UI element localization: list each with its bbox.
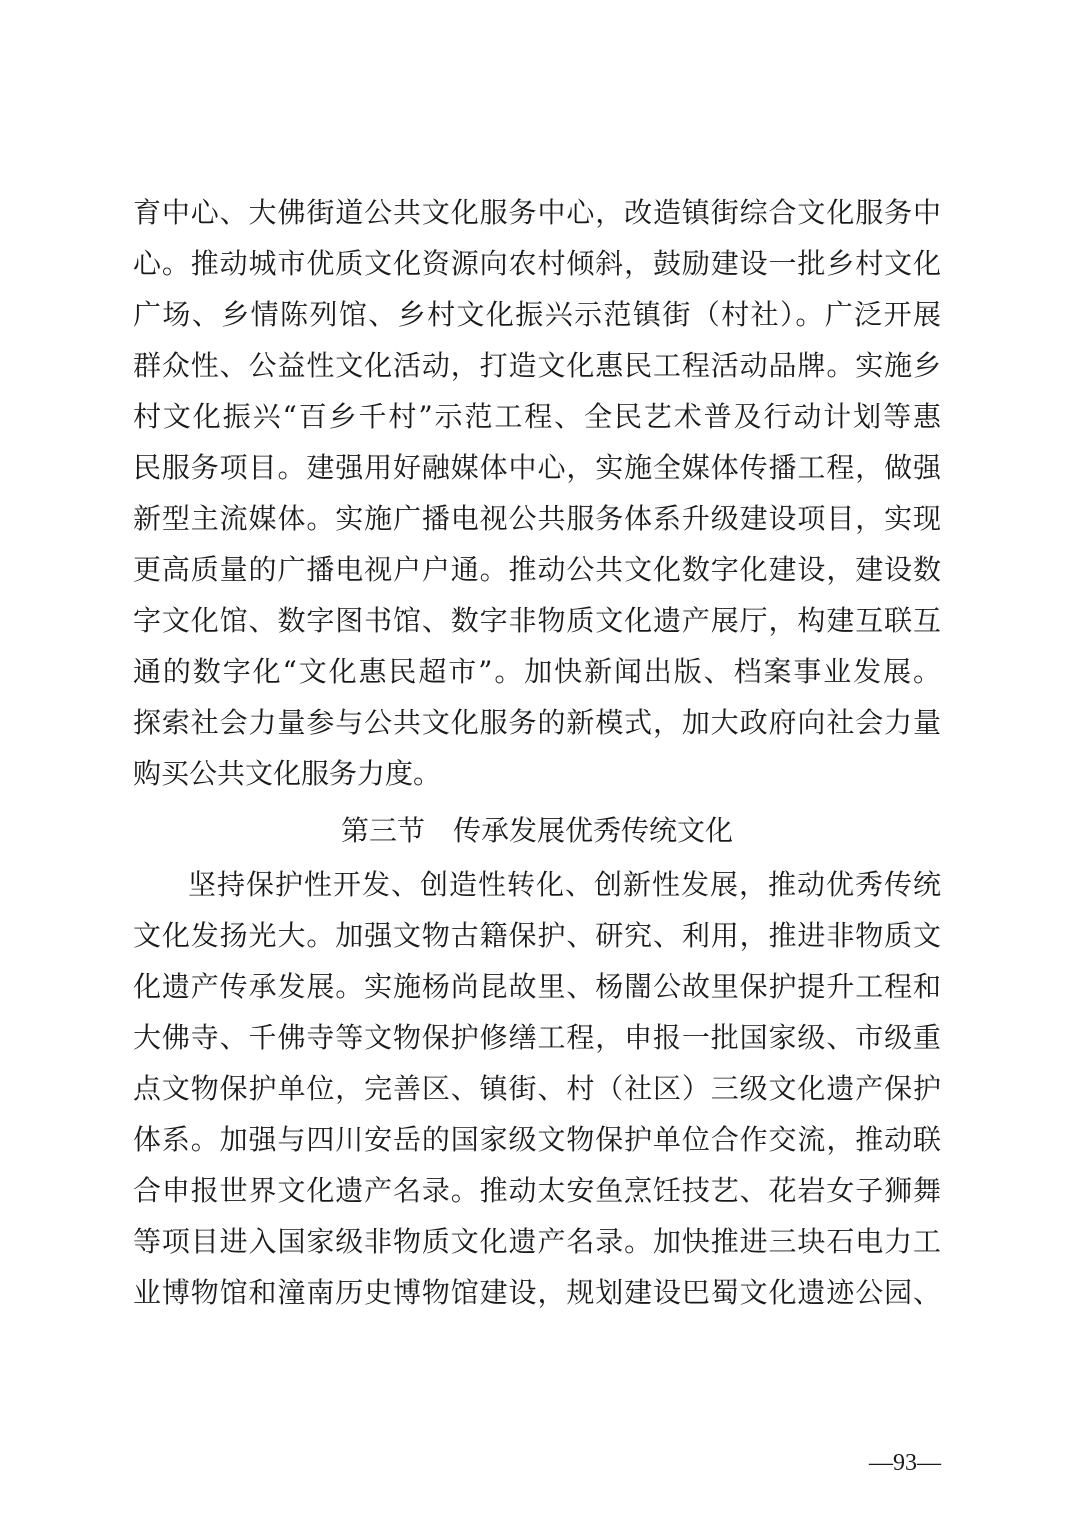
paragraph-2-line-7: 合申报世界文化遗产名录。推动太安鱼烹饪技艺、花岩女子狮舞 [133,1174,941,1207]
paragraph-1-line-4: 群众性、公益性文化活动，打造文化惠民工程活动品牌。实施乡 [133,349,941,382]
paragraph-2-line-8: 等项目进入国家级非物质文化遗产名录。加快推进三块石电力工 [133,1225,941,1258]
paragraph-2-line-6: 体系。加强与四川安岳的国家级文物保护单位合作交流，推动联 [133,1123,941,1156]
section-heading: 第三节 传承发展优秀传统文化 [340,814,733,847]
paragraph-1-line-12: 购买公共文化服务力度。 [133,757,442,790]
paragraph-2-line-4: 大佛寺、千佛寺等文物保护修缮工程，申报一批国家级、市级重 [133,1021,941,1054]
paragraph-2-line-3: 化遗产传承发展。实施杨尚昆故里、杨闇公故里保护提升工程和 [133,970,941,1003]
paragraph-2-line-9: 业博物馆和潼南历史博物馆建设，规划建设巴蜀文化遗迹公园、 [133,1276,941,1309]
paragraph-1-line-3: 广场、乡情陈列馆、乡村文化振兴示范镇街（村社）。广泛开展 [133,298,941,331]
paragraph-2-line-1: 坚持保护性开发、创造性转化、创新性发展，推动优秀传统 [188,868,941,901]
paragraph-1-line-1: 育中心、大佛街道公共文化服务中心，改造镇街综合文化服务中 [133,196,941,229]
paragraph-1-line-5: 村文化振兴“百乡千村”示范工程、全民艺术普及行动计划等惠 [133,400,941,433]
paragraph-2-line-2: 文化发扬光大。加强文物古籍保护、研究、利用，推进非物质文 [133,919,941,952]
paragraph-1-line-8: 更高质量的广播电视户户通。推动公共文化数字化建设，建设数 [133,553,941,586]
paragraph-2-line-5: 点文物保护单位，完善区、镇街、村（社区）三级文化遗产保护 [133,1072,941,1105]
paragraph-1-line-10: 通的数字化“文化惠民超市”。加快新闻出版、档案事业发展。 [133,655,941,688]
page-number: —93— [869,1450,941,1476]
paragraph-1-line-6: 民服务项目。建强用好融媒体中心，实施全媒体传播工程，做强 [133,451,941,484]
paragraph-1-line-9: 字文化馆、数字图书馆、数字非物质文化遗产展厅，构建互联互 [133,604,941,637]
paragraph-1-line-7: 新型主流媒体。实施广播电视公共服务体系升级建设项目，实现 [133,502,941,535]
paragraph-1-line-2: 心。推动城市优质文化资源向农村倾斜，鼓励建设一批乡村文化 [133,247,941,280]
paragraph-1-line-11: 探索社会力量参与公共文化服务的新模式，加大政府向社会力量 [133,706,941,739]
